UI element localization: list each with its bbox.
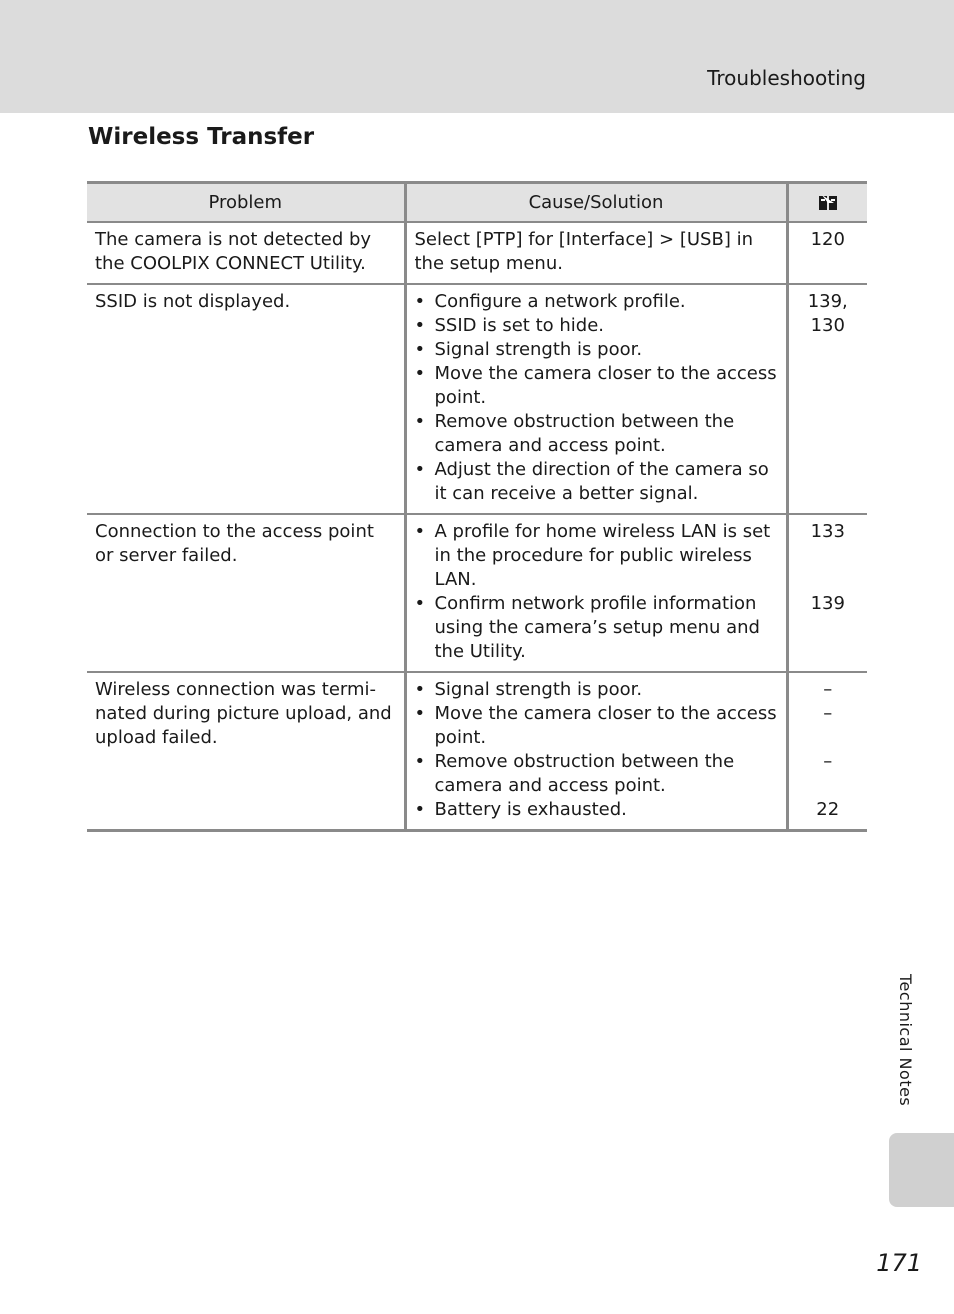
chapter-thumb-tab [889,1133,954,1207]
solution-bullet: • Remove obstruction between the camera and access point. [415,750,778,798]
page-cell [787,222,867,284]
problem-cell: SSID is not displayed. [87,284,405,514]
solution-bullet: • A profile for home wireless LAN is set in the procedure for public wireless LAN. [415,520,778,592]
running-title: Troubleshooting [707,66,866,90]
page-reference-spacer [793,774,864,798]
header-band [0,0,954,113]
column-header-problem: Problem [87,183,405,223]
page-number: 171 [876,1249,922,1277]
page-reference: – [823,751,833,772]
solution-bullet: • Remove obstruction between the camera and access point. [415,410,778,458]
table-header-row [87,183,867,223]
page-reference: 139, [807,291,848,312]
page-reference: – [823,703,833,724]
solution-cell [405,514,787,672]
solution-bullet: • SSID is set to hide. [415,314,778,338]
troubleshooting-table [87,181,867,832]
section-title: Wireless Transfer [88,124,315,150]
page-reference: 130 [810,315,845,336]
problem-cell: Connection to the access point or server failed. [87,514,405,672]
solution-bullet: • Battery is exhausted. [415,798,778,822]
solution-cell [405,284,787,514]
page-reference: 120 [810,229,845,250]
table-row [87,284,867,514]
solution-bullet: • Confirm network profile information using the camera’s setup menu and the Utility. [415,592,778,664]
page-reference: 139 [810,593,845,614]
page-reference-spacer [793,726,864,750]
page-reference-spacer [793,568,864,592]
page-reference: 133 [810,521,845,542]
solution-bullet: • Move the camera closer to the access point. [415,702,778,750]
table-row [87,222,867,284]
page-reference-icon [817,192,839,214]
solution-bullet: • Signal strength is poor. [415,338,778,362]
column-header-page-reference [787,183,867,223]
table-row [87,672,867,831]
page-reference: – [823,679,833,700]
solution-cell: Select [PTP] for [Interface] > [USB] in the setup menu. [405,222,787,284]
page-cell [787,284,867,514]
page-reference-spacer [793,544,864,568]
problem-cell: The camera is not detected by the COOLPIX CONNECT Utility. [87,222,405,284]
column-header-cause-solution: Cause/Solution [405,183,787,223]
chapter-side-label: Technical Notes [896,974,915,1107]
page-cell [787,514,867,672]
solution-bullet: • Move the camera closer to the access point. [415,362,778,410]
page-cell [787,672,867,831]
page-reference: 22 [816,799,840,820]
solution-bullet: • Signal strength is poor. [415,678,778,702]
solution-bullet: • Adjust the direction of the camera so it can receive a better signal. [415,458,778,506]
solution-cell [405,672,787,831]
problem-cell: Wireless connection was termi-nated during picture upload, and upload failed. [87,672,405,831]
table-row [87,514,867,672]
solution-bullet: • Configure a network profile. [415,290,778,314]
